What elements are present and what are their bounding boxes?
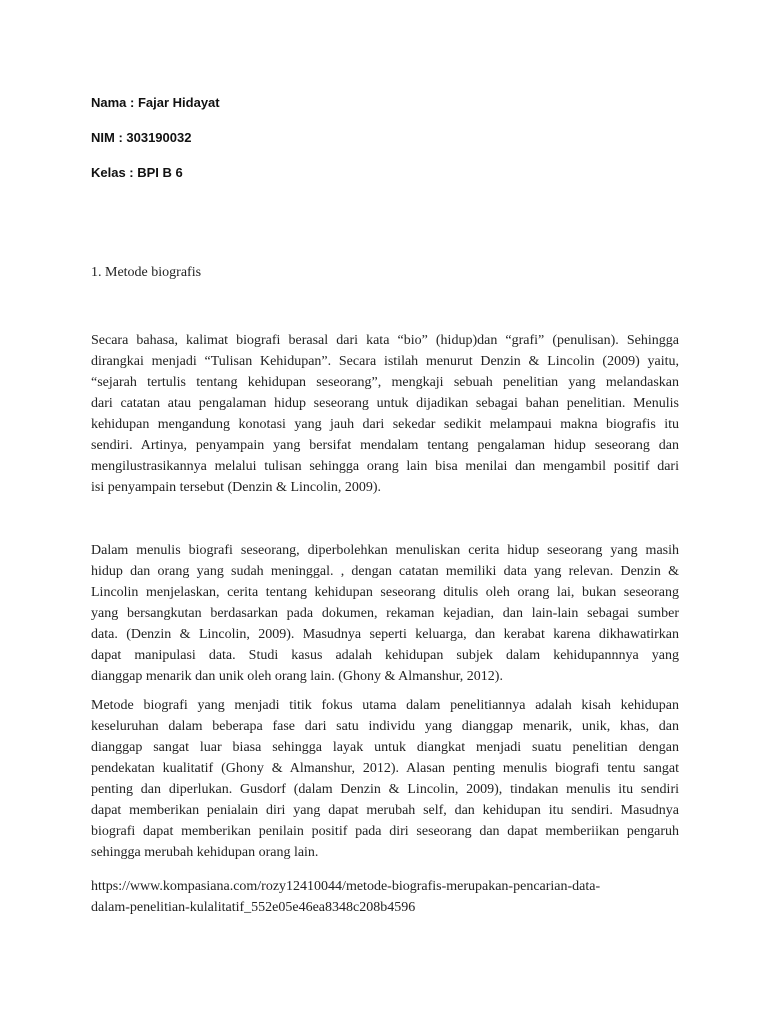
paragraph-line: isi penyampain tersebut (Denzin & Lincolin, 2009). (91, 480, 382, 495)
paragraph-1 (91, 330, 679, 498)
paragraph-line: Secara bahasa, kalimat biografi berasal dari kata “bio” (hidup)dan “grafi” (penulisan). Sehingga (91, 333, 679, 348)
section-heading: 1. Metode biografis (91, 265, 202, 280)
paragraph-line: dapat manipulasi data. Studi kasus adalah kehidupan subjek dalam kehidupannnya yang (91, 648, 679, 663)
paragraph-line: data. (Denzin & Lincolin, 2009). Masudnya seperti keluarga, dan kerabat karena dikhawatirkan (91, 627, 679, 642)
paragraph-line: hidup dan orang yang sudah meninggal. , dengan catatan memiliki data yang relevan. Denzin & (91, 564, 679, 579)
paragraph-line: dirangkai menjadi “Tulisan Kehidupan”. Secara istilah menurut Denzin & Lincolin (2009) yaitu, (91, 354, 679, 369)
paragraph-line: keseluruhan dalam beberapa fase dari satu individu yang dianggap menarik, unik, khas, dan (91, 719, 679, 734)
source-url-line: dalam-penelitian-kulalitatif_552e05e46ea8348c208b4596 (91, 900, 416, 915)
paragraph-line: kehidupan mengandung konotasi yang jauh dari sekedar sedikit melampaui makna biografis itu (91, 417, 679, 432)
student-name: Nama : Fajar Hidayat (91, 95, 220, 110)
student-class: Kelas : BPI B 6 (91, 165, 183, 180)
paragraph-2 (91, 540, 679, 687)
paragraph-line: penting dan diperlukan. Gusdorf (dalam Denzin & Lincolin, 2009), tindakan menulis itu sendiri (91, 782, 679, 797)
paragraph-line: dari catatan atau pengalaman hidup seseorang untuk dijadikan sebagai bahan penelitian. Menulis (91, 396, 679, 411)
paragraph-line: sendiri. Artinya, penyampain yang bersifat mendalam tentang pengalaman hidup seseorang dan (91, 438, 679, 453)
paragraph-line: pendekatan kualitatif (Ghony & Almanshur, 2012). Alasan penting menulis biografi tentu sangat (91, 761, 679, 776)
paragraph-line: dapat memberikan penialain diri yang dapat merubah self, dan kehidupan itu sendiri. Masudnya (91, 803, 679, 818)
paragraph-line: Dalam menulis biografi seseorang, diperbolehkan menuliskan cerita hidup seseorang yang masih (91, 543, 679, 558)
paragraph-line: “sejarah tertulis tentang kehidupan seseorang”, mengkaji sebuah penelitian yang melandaskan (91, 375, 679, 390)
source-url-line: https://www.kompasiana.com/rozy12410044/metode-biografis-merupakan-pencarian-data- (91, 879, 601, 894)
paragraph-line: Lincolin menjelaskan, cerita tentang kehidupan seseorang ditulis oleh orang lai, bukan seseorang (91, 585, 679, 600)
paragraph-line: dianggap sangat luar biasa sehingga layak untuk diangkat menjadi suatu penelitian dengan (91, 740, 679, 755)
paragraph-line: sehingga merubah kehidupan orang lain. (91, 845, 319, 860)
paragraph-line: biografi dapat memberikan penilain positif pada diri seseorang dan dapat memberiikan pengaruh (91, 824, 679, 839)
paragraph-3 (91, 695, 679, 863)
paragraph-line: mengilustrasikannya melalui tulisan sehingga orang lain bisa menilai dan mengambil positif dari (91, 459, 679, 474)
student-nim: NIM : 303190032 (91, 130, 192, 145)
paragraph-line: yang bersangkutan berdasarkan pada dokumen, rekaman kejadian, dan lain-lain sebagai sumber (91, 606, 679, 621)
paragraph-line: Metode biografi yang menjadi titik fokus utama dalam penelitiannya adalah kisah kehidupan (91, 698, 679, 713)
source-url (91, 876, 691, 918)
paragraph-line: dianggap menarik dan unik oleh orang lain. (Ghony & Almanshur, 2012). (91, 669, 503, 684)
